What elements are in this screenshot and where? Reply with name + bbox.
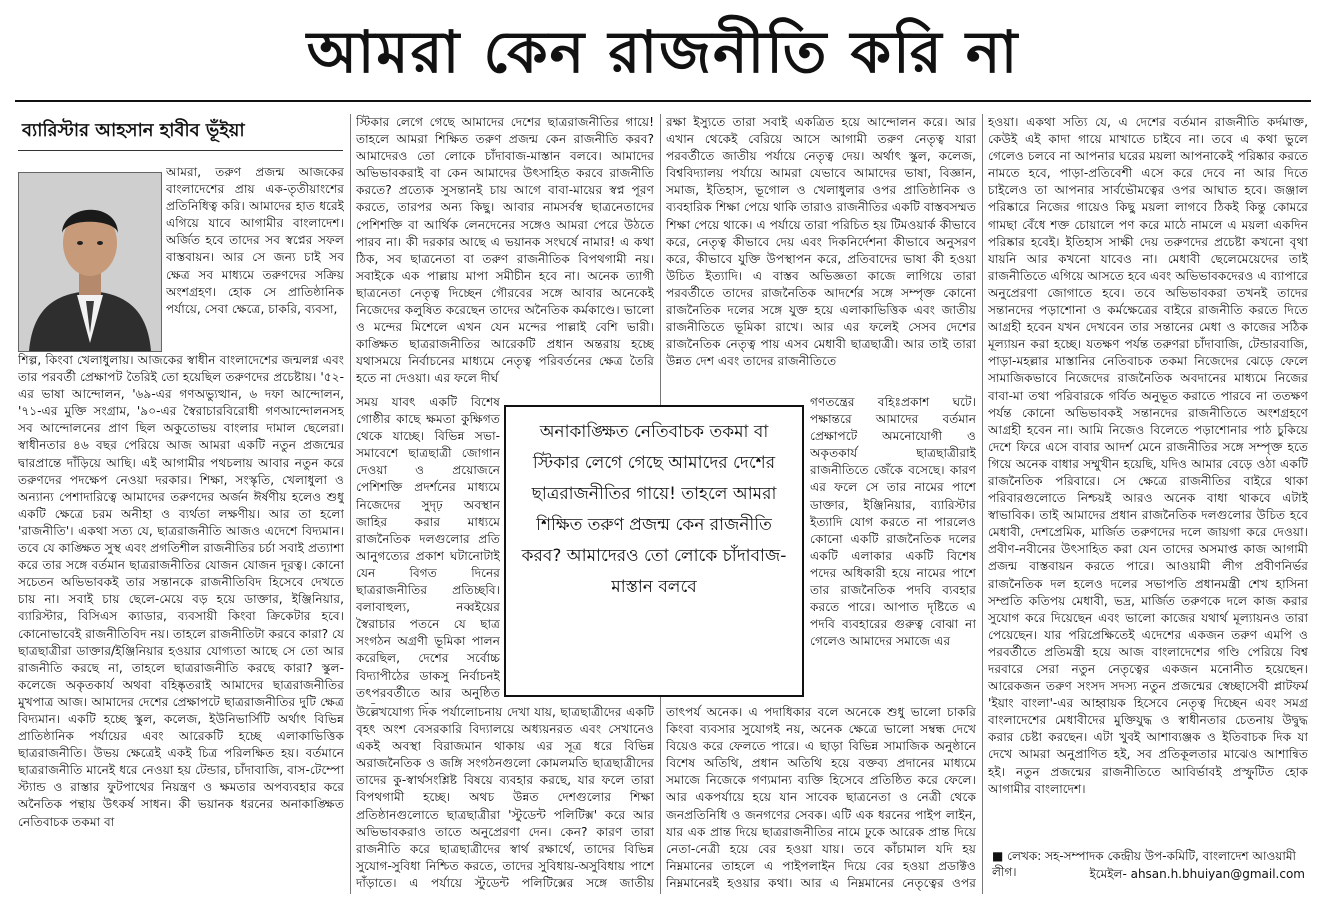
paragraph: উল্লেখযোগ্য দিক পর্যালোচনায় দেখা যায়, ছাত্রছাত্রীদের একটি বৃহৎ অংশ বেসরকারি বিদ্যালয়ে অধ্যয়নরত এবং সেখানেও একই অবস্থা বিরাজমান থাকায় এর সূত্র ধরে বিভিন্ন অরাজনৈতিক ও জঙ্গি সংগঠনগুলো কোমলমতি ছাত্রছাত্রীদের তাদের কু-স্বার্থসংশ্লিষ্ট বিষয়ে ব্যবহার করছে, যার ফলে তারা বিপথগামী হচ্ছে। অথচ উন্নত দেশগুলোর শিক্ষা প্রতিষ্ঠানগুলোতে ছাত্রছাত্রীরা 'স্টুডেন্ট পলিটিক্স' করে আর অভিভাবকরাও তাতে অনুপ্রেরণা দেন। কেন? কারণ তারা রাজনীতি করে ছাত্রছাত্রীদের স্বার্থ রক্ষার্থে, তাদের বিভিন্ন সুযোগ-সুবিধা নিশ্চিত করতে, তাদের সুবিধায়-অসুবিধায় পাশে দাঁড়াতে। এ পর্যায়ে স্টুডেন্ট পলিটিক্সের সঙ্গে জাতীয় <box>356 705 654 890</box>
headline-rule <box>15 100 1311 102</box>
column-2-bottom <box>356 704 654 892</box>
pull-quote: অনাকাঙ্ক্ষিত নেতিবাচক তকমা বা স্টিকার লেগে গেছে আমাদের দেশের ছাত্ররাজনীতির গায়ে! তাহলে আমরা শিক্ষিত তরুণ প্রজন্ম কেন রাজনীতি করব? আমাদেরও তো লোকে চাঁদাবাজ-মাস্তান বলবে <box>504 405 804 697</box>
author-byline: ব্যারিস্টার আহসান হাবীব ভূঁইয়া <box>22 120 245 141</box>
author-note: ■ লেখক: সহ-সম্পাদক কেন্দ্রীয় উপ-কমিটি, বাংলাদেশ আওয়ামী লীগ। <box>992 849 1296 879</box>
author-portrait-image <box>19 173 161 351</box>
paragraph: সময় যাবৎ একটি বিশেষ গোষ্ঠীর কাছে ক্ষমতা কুক্ষিগত থেকে যাচ্ছে। বিভিন্ন সভা-সমাবেশে ছাত্রছাত্রী জোগান দেওয়া ও প্রয়োজনে পেশিশক্তি প্রদর্শনের মাধ্যমে নিজেদের সুদৃঢ় অবস্থান জাহির করার মাধ্যমে রাজনৈতিক দলগুলোর প্রতি আনুগত্যের প্রকাশ ঘটানোটাই যেন বিগত দিনের ছাত্ররাজনীতির প্রতিচ্ছবি। বলাবাহুল্য, নব্বইয়ের স্বৈরাচার পতনে যে ছাত্র সংগঠন অগ্রণী ভূমিকা পালন করেছিল, দেশের সর্বোচ্চ বিদ্যাপীঠের ডাকসু নির্বাচনই তৎপরবর্তীতে আর অনুষ্ঠিত <box>356 395 500 700</box>
paragraph: রক্ষা ইস্যুতে তারা সবাই একত্রিত হয়ে আন্দোলন করে। আর এখান থেকেই বেরিয়ে আসে আগামী তরুণ নেতৃত্ব যারা পরবর্তীতে জাতীয় পর্যায়ে নেতৃত্ব দেয়। অর্থাৎ স্কুল, কলেজ, বিশ্ববিদ্যালয় পর্যায়ে আমরা যেভাবে আমাদের ভাষা, বিজ্ঞান, সমাজ, ইতিহাস, ভূগোল ও খেলাধুলার ওপর প্রাতিষ্ঠানিক ও ব্যবহারিক শিক্ষা পেয়ে থাকি তারাও রাজনীতির একটি বাস্তবসম্মত শিক্ষা পেয়ে থাকে। এ পর্যায়ে তারা পরিচিত হয় টিমওয়ার্ক কীভাবে করে, নেতৃত্ব কীভাবে দেয় এবং দিকনির্দেশনা কীভাবে অনুসরণ করে, কীভাবে যুক্তি উপস্থাপন করে, প্রতিবাদের ভাষা কী হওয়া উচিত ইত্যাদি। এ বাস্তব অভিজ্ঞতা কাজে লাগিয়ে তারা পরবর্তীতে তাদের রাজনৈতিক আদর্শের সঙ্গে সম্পৃক্ত কোনো রাজনৈতিক দলের সঙ্গে যুক্ত হয়ে এলাকাভিত্তিক এবং জাতীয় রাজনীতিতে ভূমিকা রাখে। আর এর ফলেই সেসব দেশের রাজনৈতিক নেতৃত্ব পায় এসব মেধাবী ছাত্রছাত্রী। আর তাই তারা উন্নত দেশ এবং তাদের রাজনীতিতে <box>666 115 976 369</box>
column-3-bottom <box>666 704 976 892</box>
paragraph: হওয়া। একথা সত্যি যে, এ দেশের বর্তমান রাজনীতি কর্দমাক্ত, কেউই এই কাদা গায়ে মাখাতে চাইবে না। তবে এ কথা ভুলে গেলেও চলবে না আপনার ঘরের ময়লা আপনাকেই পরিষ্কার করতে নামতে হবে, পাড়া-প্রতিবেশী এসে করে দেবে না আর দিতে চাইলেও তা আপনার সার্বভৌমত্বের ওপর আঘাত হবে। জঞ্জাল পরিষ্কারে নিজের গায়েও কিছু ময়লা লাগবে ঠিকই কিন্তু কোমরে গামছা বেঁধে শক্ত চোয়ালে পণ করে মাঠে নামলে এ ময়লা একদিন পরিষ্কার হবেই। ইতিহাস সাক্ষী দেয় তরুণদের প্রচেষ্টা কখনো বৃথা যায়নি আর কখনো যাবেও না। মেধাবী ছেলেমেয়েদের তাই রাজনীতিতে এগিয়ে আসতে হবে এবং অভিভাবকদেরও এ ব্যাপারে অনুপ্রেরণা জোগাতে হবে। তবে অভিভাবকরা তখনই তাদের সন্তানদের পড়াশোনা ও কর্মক্ষেত্রের বাইরে রাজনীতি করতে দিতে আগ্রহী হবেন যখন দেখবেন তার সন্তানের মেধা ও কাজের সঠিক মূল্যায়ন করা হচ্ছে। যতক্ষণ পর্যন্ত তরুণরা চাঁদাবাজি, টেন্ডারবাজি, পাড়া-মহল্লার মাস্তানির নেতিবাচক তকমা নিজেদের ঝেড়ে ফেলে সামাজিকভাবে নিজেদের রাজনৈতিক অবদানের মাধ্যমে নিজের বাবা-মা তথা পরিবারকে গর্বিত অনুভূত করাতে পারবে না ততক্ষণ পর্যন্ত কোনো অভিভাবকই সন্তানদের রাজনীতিতে অংশগ্রহণে আগ্রহী হবেন না। আমি নিজেও বিলেতে পড়াশোনার পাঠ চুকিয়ে দেশে ফিরে এসে বাবার আদর্শ মেনে রাজনীতির সঙ্গে সম্পৃক্ত হতে গিয়ে অনেক বাধার সম্মুখীন হয়েছি, যদিও আমার বেড়ে ওঠা একটি রাজনৈতিক পরিবারে। সে ক্ষেত্রে রাজনীতির বাইরে থাকা পরিবারগুলোতে নিশ্চয়ই আরও অনেক বাধা থাকবে এটাই স্বাভাবিক। তাই আমাদের প্রধান রাজনৈতিক দলগুলোর উচিত হবে মেধাবী, দেশপ্রেমিক, মার্জিত তরুণদের দলে জায়গা করে দেওয়া। প্রবীণ-নবীনের উৎসাহিত করা যেন তাদের অসমাপ্ত কাজ আগামী প্রজন্ম বাস্তবায়ন করতে পারে। আওয়ামী লীগ প্রবীণনির্ভর রাজনৈতিক দল হলেও দলের সভাপতি প্রধানমন্ত্রী শেখ হাসিনা সম্প্রতি কতিপয় মেধাবী, ভদ্র, মার্জিত তরুণকে দলে কাজ করার সুযোগ করে দিয়েছেন এবং ভালো কাজের যথার্থ মূল্যায়নও তারা পেয়েছেন। যার পরিপ্রেক্ষিতেই এদেশের একজন তরুণ এমপি ও পরবর্তীতে প্রতিমন্ত্রী হয়ে আজ বাংলাদেশের গণ্ডি পেরিয়ে বিশ্ব দরবারে সেরা নতুন নেতৃত্বের একজন মনোনীত হয়েছেন। আরেকজন তরুণ সংসদ সদস্য নতুন প্রজন্মের স্বেচ্ছাসেবী প্লাটফর্ম 'ইয়াং বাংলা'-এর আহ্বায়ক হিসেবে নেতৃত্ব দিচ্ছেন এবং সমগ্র বাংলাদেশের মেধাবীদের মুক্তিযুদ্ধ ও স্বাধীনতার চেতনায় উদ্বুদ্ধ করার চেষ্টা করছেন। এটা খুবই আশাব্যঞ্জক ও ইতিবাচক দিক যা দেখে আমরা অনুপ্রাণিত হই, সব প্রতিকূলতার মাঝেও আশান্বিত হই। নতুন প্রজন্মের রাজনীতিতে আবির্ভাবই প্রস্ফুটিত হোক আগামীর বাংলাদেশ। <box>988 115 1308 796</box>
paragraph: আমরা, তরুণ প্রজন্ম আজকের বাংলাদেশের প্রায় এক-তৃতীয়াংশের প্রতিনিধিত্ব করি। আমাদের হাত ধরেই এগিয়ে যাবে আগামীর বাংলাদেশ। অর্জিত হবে তাদের সব স্বপ্নের সফল বাস্তবায়ন। আর সে জন্য চাই সব ক্ষেত্র সব মাধ্যমে তরুণদের সক্রিয় অংশগ্রহণ। হোক সে প্রাতিষ্ঠানিক পর্যায়ে, সেবা ক্ষেত্রে, চাকরি, ব্যবসা, <box>166 165 344 316</box>
column-2-top <box>356 114 654 394</box>
column-3-middle <box>810 394 976 704</box>
paragraph: গণতন্ত্রের বহিঃপ্রকাশ ঘটে। পক্ষান্তরে আমাদের বর্তমান প্রেক্ষাপটে অমনোযোগী ও অকৃতকার্য ছাত্রছাত্রীরাই রাজনীতিতে জেঁকে বসেছে। কারণ এর ফলে সে তার নামের পাশে ডাক্তার, ইঞ্জিনিয়ার, ব্যারিস্টার ইত্যাদি যোগ করতে না পারলেও কোনো একটি রাজনৈতিক দলের একটি এলাকার একটি বিশেষ পদের অধিকারী হয়ে নামের পাশে তার রাজনৈতিক পদবি ব্যবহার করতে পারে। আপাত দৃষ্টিতে এ পদবি ব্যবহারের গুরুত্ব বোঝা না গেলেও আমাদের সমাজে এর <box>810 395 976 649</box>
column-2-middle <box>356 394 500 704</box>
paragraph: স্টিকার লেগে গেছে আমাদের দেশের ছাত্ররাজনীতির গায়ে! তাহলে আমরা শিক্ষিত তরুণ প্রজন্ম কেন রাজনীতি করব? আমাদেরও তো লোকে চাঁদাবাজ-মাস্তান বলবে। আমাদের অভিভাবকরাই বা কেন আমাদের উৎসাহিত করবে রাজনীতি করতে? প্রত্যেক সুসন্তানই চায় আগে বাবা-মায়ের স্বপ্ন পূরণ করতে, তারপর অন্য কিছু। আবার নামসর্বস্ব ছাত্রনেতাদের পেশিশক্তি বা আর্থিক লেনদেনের সঙ্গেও আমরা পেরে উঠতে পারব না। কী দরকার আছে এ ভয়ানক সংঘর্ষে নামার! এ কথা ঠিক, সব ছাত্রনেতা বা তরুণ রাজনীতিক বিপথগামী নয়। সবাইকে এক পাল্লায় মাপা সমীচীন হবে না। অনেক ত্যাগী ছাত্রনেতা নেতৃত্ব দিচ্ছেন গৌরবের সঙ্গে আবার অনেকেই নিজেদের কলুষিত করেছেন তাদের অনৈতিক কর্মকাণ্ডে। ভালো ও মন্দের মিশেলে এখন যেন মন্দের পাল্লাই বেশি ভারী। কাঙ্ক্ষিত ছাত্ররাজনীতির আরেকটি প্রধান অন্তরায় হচ্ছে যথাসময়ে নির্বাচনের মাধ্যমে নেতৃত্ব পরিবর্তনের ক্ষেত্র তৈরি হতে না দেওয়া। এর ফলে দীর্ঘ <box>356 115 654 386</box>
article-headline: আমরা কেন রাজনীতি করি না <box>306 18 1020 86</box>
paragraph: তাৎপর্য অনেক। এ পদাধিকার বলে অনেকে শুধু ভালো চাকরি কিংবা ব্যবসার সুযোগই নয়, অনেক ক্ষেত্রে ভালো সম্বন্ধ দেখে বিয়েও করে ফেলতে পারে। এ ছাড়া বিভিন্ন সামাজিক অনুষ্ঠানে বিশেষ অতিথি, প্রধান অতিথি হয়ে বক্তব্য প্রদানের মাধ্যমে সমাজে নিজেকে গণ্যমান্য ব্যক্তি হিসেবে প্রতিষ্ঠিত করে ফেলে। আর একপর্যায়ে হয়ে যান সাবেক ছাত্রনেতা ও নেত্রী থেকে জনপ্রতিনিধি ও জনগণের সেবক। এটি এক ধরনের পাইপ লাইন, যার এক প্রান্ত দিয়ে ছাত্ররাজনীতির নামে ঢুকে আরেক প্রান্ত দিয়ে নেতা-নেত্রী হয়ে বের হওয়া যায়। তবে কাঁচামাল যদি হয় নিম্নমানের তাহলে এ পাইপলাইন দিয়ে বের হওয়া প্রডাক্টও নিম্নমানেরই হওয়ার কথা। আর এ নিম্নমানের নেতৃত্বের ওপর <box>666 705 976 890</box>
column-4 <box>988 114 1308 846</box>
column-1-bottom <box>18 352 344 892</box>
column-3-top <box>666 114 976 394</box>
column-divider <box>350 114 351 894</box>
author-photo <box>18 172 162 352</box>
byline-rule <box>18 150 343 151</box>
column-1-top <box>166 164 344 352</box>
author-email: ইমেইল- ahsan.h.bhuiyan@gmail.com <box>1089 867 1305 881</box>
column-divider <box>982 114 983 894</box>
paragraph: শিল্প, কিংবা খেলাধুলায়। আজকের স্বাধীন বাংলাদেশের জন্মলগ্ন এবং তার পরবর্তী প্রেক্ষাপট তৈরিই তো হয়েছিল তরুণদের প্রচেষ্টায়। '৫২-এর ভাষা আন্দোলন, '৬৯-এর গণঅভ্যুত্থান, ৬ দফা আন্দোলন, '৭১-এর মুক্তি সংগ্রাম, '৯০-এর স্বৈরাচারবিরোধী গণআন্দোলনসহ সব আন্দোলনের প্রাণ ছিল অকুতোভয় বাংলার দামাল ছেলেরা। স্বাধীনতার ৪৬ বছর পেরিয়ে আজ আমরা একটি নতুন প্রজন্মের দ্বারপ্রান্তে দাঁড়িয়ে আছি। এই আগামীর পথচলায় আবার নতুন করে তরুণদের পদক্ষেপ নেওয়া দরকার। শিক্ষা, সংস্কৃতি, খেলাধুলা ও অন্যান্য পেশাদারিত্বে আমাদের তরুণদের অর্জন ঈর্ষণীয় হলেও শুধু একটি ক্ষেত্রে চরম অনীহা ও ব্যর্থতা লক্ষণীয়। আর তা হলো 'রাজনীতি'। একথা সত্য যে, ছাত্ররাজনীতি আজও এদেশে বিদ্যমান। তবে যে কাঙ্ক্ষিত সুস্থ এবং প্রগতিশীল রাজনীতির চর্চা সবাই প্রত্যাশা করে তার সঙ্গে বর্তমান ছাত্ররাজনীতির যোজন যোজন দূরত্ব। কোনো সচেতন অভিভাবকই তার সন্তানকে রাজনীতিবিদ হিসেবে দেখতে চায় না। সবাই চায় ছেলে-মেয়ে বড় হয়ে ডাক্তার, ইঞ্জিনিয়ার, ব্যারিস্টার, বিসিএস ক্যাডার, ব্যবসায়ী কিংবা ক্রিকেটার হবে। কোনোভাবেই রাজনীতিবিদ নয়। তাহলে রাজনীতিটা করবে কারা? যে ছাত্রছাত্রীরা ডাক্তার/ইঞ্জিনিয়ার হওয়ার যোগ্যতা আছে সে তো আর রাজনীতি করছে না, তাহলে ছাত্ররাজনীতি করছে কারা? স্কুল-কলেজে অকৃতকার্য অথবা বহিষ্কৃতরাই আমাদের ছাত্ররাজনীতির মুখপাত্র আজ। আমাদের দেশের প্রেক্ষাপটে ছাত্ররাজনীতির দুটি ক্ষেত্র বিদ্যমান। একটি হচ্ছে স্কুল, কলেজ, ইউনিভার্সিটি অর্থাৎ বিভিন্ন প্রাতিষ্ঠানিক পর্যায়ের এবং আরেকটি হচ্ছে এলাকাভিত্তিক ছাত্ররাজনীতি। উভয় ক্ষেত্রেই একই চিত্র পরিলক্ষিত হয়। বর্তমানে ছাত্ররাজনীতি মানেই ধরে নেওয়া হয় টেন্ডার, চাঁদাবাজি, বাস-টেম্পো স্ট্যান্ড ও রাস্তার ফুটপাথের নিয়ন্ত্রণ ও ক্ষমতার অপব্যবহার করে অনৈতিক পন্থায় উৎকর্ষ সাধন। কী ভয়ানক ধরনের অনাকাঙ্ক্ষিত নেতিবাচক তকমা বা <box>18 353 344 829</box>
